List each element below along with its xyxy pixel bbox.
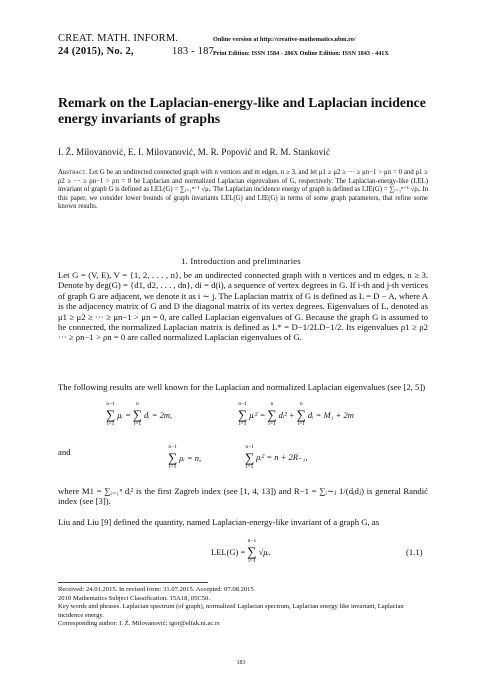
received-dates: Received: 24.01.2015. In revised form: 31.07.2015. Accepted: 07.08.2015 <box>58 586 254 593</box>
section-heading: 1. Introduction and preliminaries <box>181 256 301 266</box>
sum-symbol: n ∑ i=1 <box>296 401 306 427</box>
print-edition: Print Edition: ISSN 1584 - 286X Online Edition: ISSN 1843 - 441X <box>213 49 389 57</box>
journal-issue: 24 (2015), No. 2, <box>58 46 134 57</box>
abstract <box>58 169 428 212</box>
paragraph-3: where M1 = ∑ᵢ₌₁ⁿ dᵢ² is the first Zagreb index (see [1, 4, 13]) and R−1 = ∑ᵢ∼ⱼ 1/(dᵢdⱼ) is general Randić index (see [3]). <box>58 486 428 507</box>
journal-pages: 183 - 187 <box>172 46 215 57</box>
sum-symbol: n−1 ∑ i=1 <box>168 444 178 470</box>
journal-name: CREAT. MATH. INFORM. <box>58 33 179 44</box>
equation-laplacian-square-sum: n−1 ∑ i=1 μᵢ² = n ∑ i=1 dᵢ² + n ∑ i=1 dᵢ = M₁ + 2m <box>238 401 354 427</box>
and-text: and <box>58 447 71 457</box>
online-version: Online version at http://creative-mathematics.ubm.ro/ <box>213 36 356 43</box>
footnotes <box>58 586 428 629</box>
corresponding-author: Corresponding author: I. Ž. Milovanović; igor@elfak.ni.ac.rs <box>58 620 220 627</box>
equation-lel: LEL(G) = n−1 ∑ i=1 √μᵢ. <box>211 538 271 564</box>
sum-symbol: n−1 ∑ i=1 <box>245 444 255 470</box>
paragraph-4: Liu and Liu [9] defined the quantity, named Laplacian-energy-like invariant of a graph G, as <box>58 517 380 527</box>
sum-symbol: n ∑ i=1 <box>132 401 143 427</box>
authors: I. Ž. Milovanović, E. I. Milovanović, M. R. Popović and R. M. Stanković <box>58 147 331 157</box>
footnote-rule <box>58 582 208 583</box>
paragraph-1: Let G = (V, E), V = {1, 2, . . . , n}, be an undirected connected graph with n vertices and m edges, n ≥ 3. Denote by deg(G) = {d1, d2, . . . , dn}, di = d(i), a sequence of vertex degrees in G. If i-th and j-th vertices of graph G are adjacent, we denote it as i ∼ j. The Laplacian matrix of G is defined as L = D − A, where A is the adjacency matrix of G and D the diagonal matrix of its vertex degrees. Eigenvalues of L, denoted as μ1 ≥ μ2 ≥ ··· ≥ μn−1 > μn = 0, are called Laplacian eigenvalues of G. Because the graph G is assumed to be connected, the normalized Laplacian matrix is defined as L* = D−1/2LD−1/2. Its eigenvalues ρ1 ≥ ρ2 ··· ≥ ρn−1 > ρn = 0 are called normalized Laplacian eigenvalues of G. <box>58 270 429 343</box>
paragraph-2: The following results are well known for the Laplacian and normalized Laplacian eigenvalues (see [2, 5]) <box>58 382 426 392</box>
sum-symbol: n ∑ i=1 <box>267 401 277 427</box>
equation-normalized-sum: n−1 ∑ i=1 ρᵢ = n, <box>168 444 202 470</box>
edition-info <box>213 33 389 60</box>
equation-number: (1.1) <box>406 547 423 557</box>
equation-laplacian-sum: n−1 ∑ i=1 μᵢ = n ∑ i=1 dᵢ = 2m, <box>106 401 173 427</box>
equation-normalized-square-sum: n−1 ∑ i=1 ρᵢ² = n + 2R₋₁, <box>245 444 308 470</box>
msc-classification: 2010 Mathematics Subject Classification. 15A18, 05C50. <box>58 594 211 602</box>
sum-symbol: n−1 ∑ i=1 <box>247 538 257 564</box>
page-number: 183 <box>236 660 246 666</box>
journal-header <box>58 32 214 58</box>
sum-symbol: n−1 ∑ i=1 <box>106 401 116 427</box>
paper-title: Remark on the Laplacian-energy-like and Laplacian incidence energy invariants of graphs <box>58 95 426 126</box>
abstract-label: Abstract. <box>58 169 88 176</box>
abstract-text: Let G be an undirected connected graph with n vertices and m edges, n ≥ 3, and let μ1 ≥ μ2 ≥ ··· ≥ μn−1 > μn = 0 and ρ1 ≥ ρ2 ≥ ··· ≥ ρn−1 > ρn = 0 be Laplacian and normalized Laplacian eigenvalues of G, respectively. The Laplacian-energy-like (LEL) invariant of graph G is defined as LEL(G) = ∑ᵢ₌₁ⁿ⁻¹ √μᵢ. The Laplacian incidence energy of graph is defined as LIE(G) = ∑ᵢ₌₁ⁿ⁻¹ √ρᵢ. In this paper, we consider lower bounds of graph invariants LEL(G) and LIE(G) in terms of some graph parameters, that refine some known results. <box>58 169 428 211</box>
sum-symbol: n−1 ∑ i=1 <box>238 401 248 427</box>
keywords: Key words and phrases. Laplacian spectrum (of graph), normalized Laplacian spectrum, Laplacian energy like invariant, Laplacian incidence energy. <box>58 603 404 619</box>
